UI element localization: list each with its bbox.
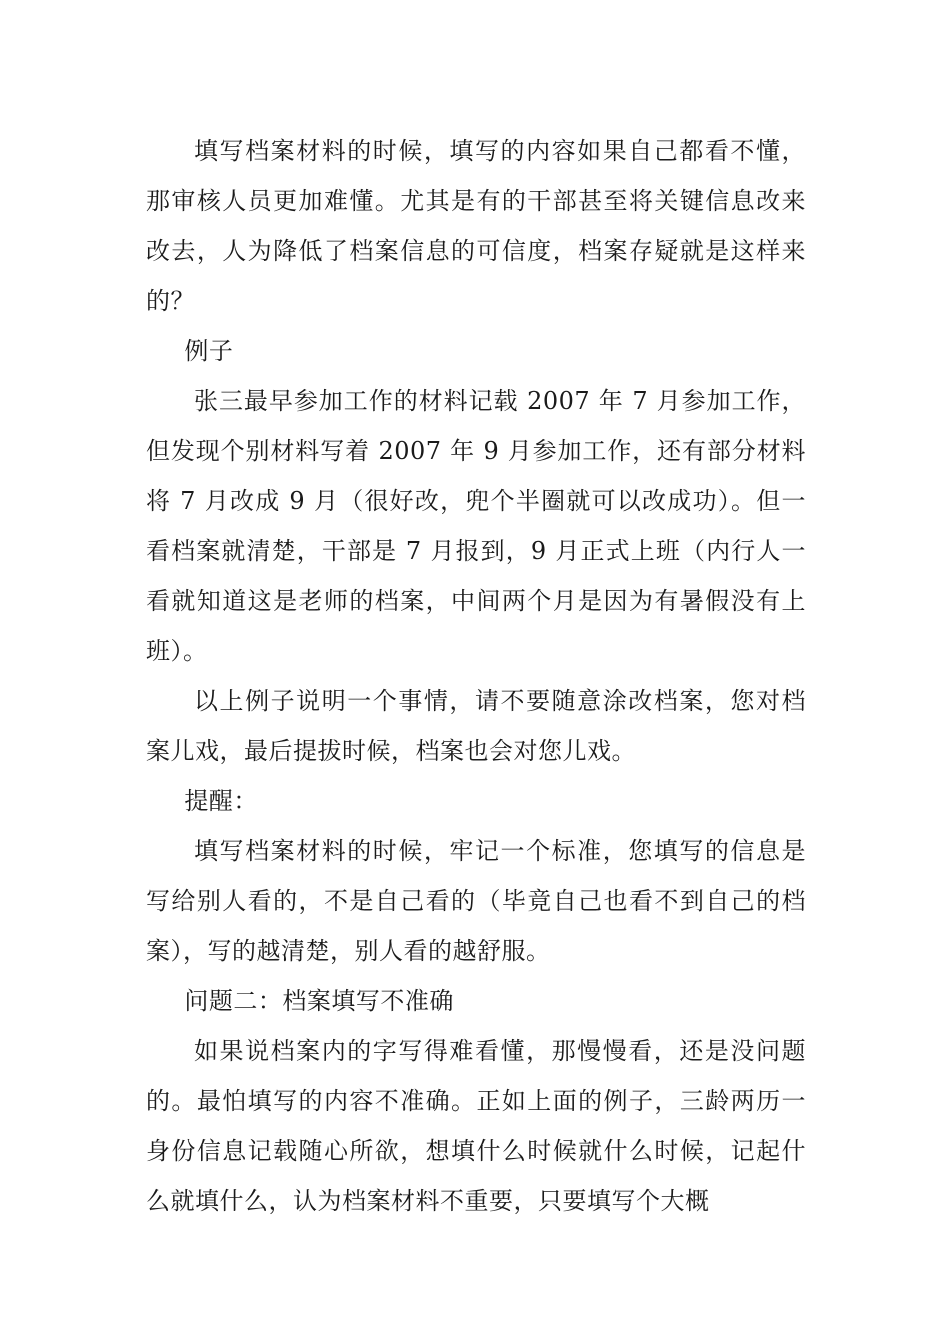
paragraph-reminder: 填写档案材料的时候，牢记一个标准，您填写的信息是写给别人看的，不是自己看的（毕竟自己也看不到自己的档案），写的越清楚，别人看的越舒服。 bbox=[146, 837, 806, 965]
paragraph-problem-two: 如果说档案内的字写得难看懂，那慢慢看，还是没问题的。最怕填写的内容不准确。正如上面的例子，三龄两历一身份信息记载随心所欲，想填什么时候就什么时候，记起什么就填什么，认为档案材料不重要，只要填写个大概 bbox=[146, 1037, 806, 1215]
heading-problem-two: 问题二：档案填写不准确 bbox=[184, 987, 454, 1015]
heading-example: 例子 bbox=[184, 337, 234, 365]
paragraph-intro: 填写档案材料的时候，填写的内容如果自己都看不懂，那审核人员更加难懂。尤其是有的干部甚至将关键信息改来改去，人为降低了档案信息的可信度，档案存疑就是这样来的？ bbox=[146, 137, 806, 315]
paragraph-example: 张三最早参加工作的材料记载 2007 年 7 月参加工作，但发现个别材料写着 2007 年 9 月参加工作，还有部分材料将 7 月改成 9 月（很好改，兜个半圈就可以改成功）。但一看档案就清楚，干部是 7 月报到，9 月正式上班（内行人一看就知道这是老师的档案，中间两个月是因为有暑假没有上班）。 bbox=[146, 387, 806, 665]
paragraph-lesson: 以上例子说明一个事情，请不要随意涂改档案，您对档案儿戏，最后提拔时候，档案也会对您儿戏。 bbox=[146, 687, 806, 765]
heading-reminder: 提醒： bbox=[184, 787, 258, 815]
document-body bbox=[146, 126, 806, 1226]
